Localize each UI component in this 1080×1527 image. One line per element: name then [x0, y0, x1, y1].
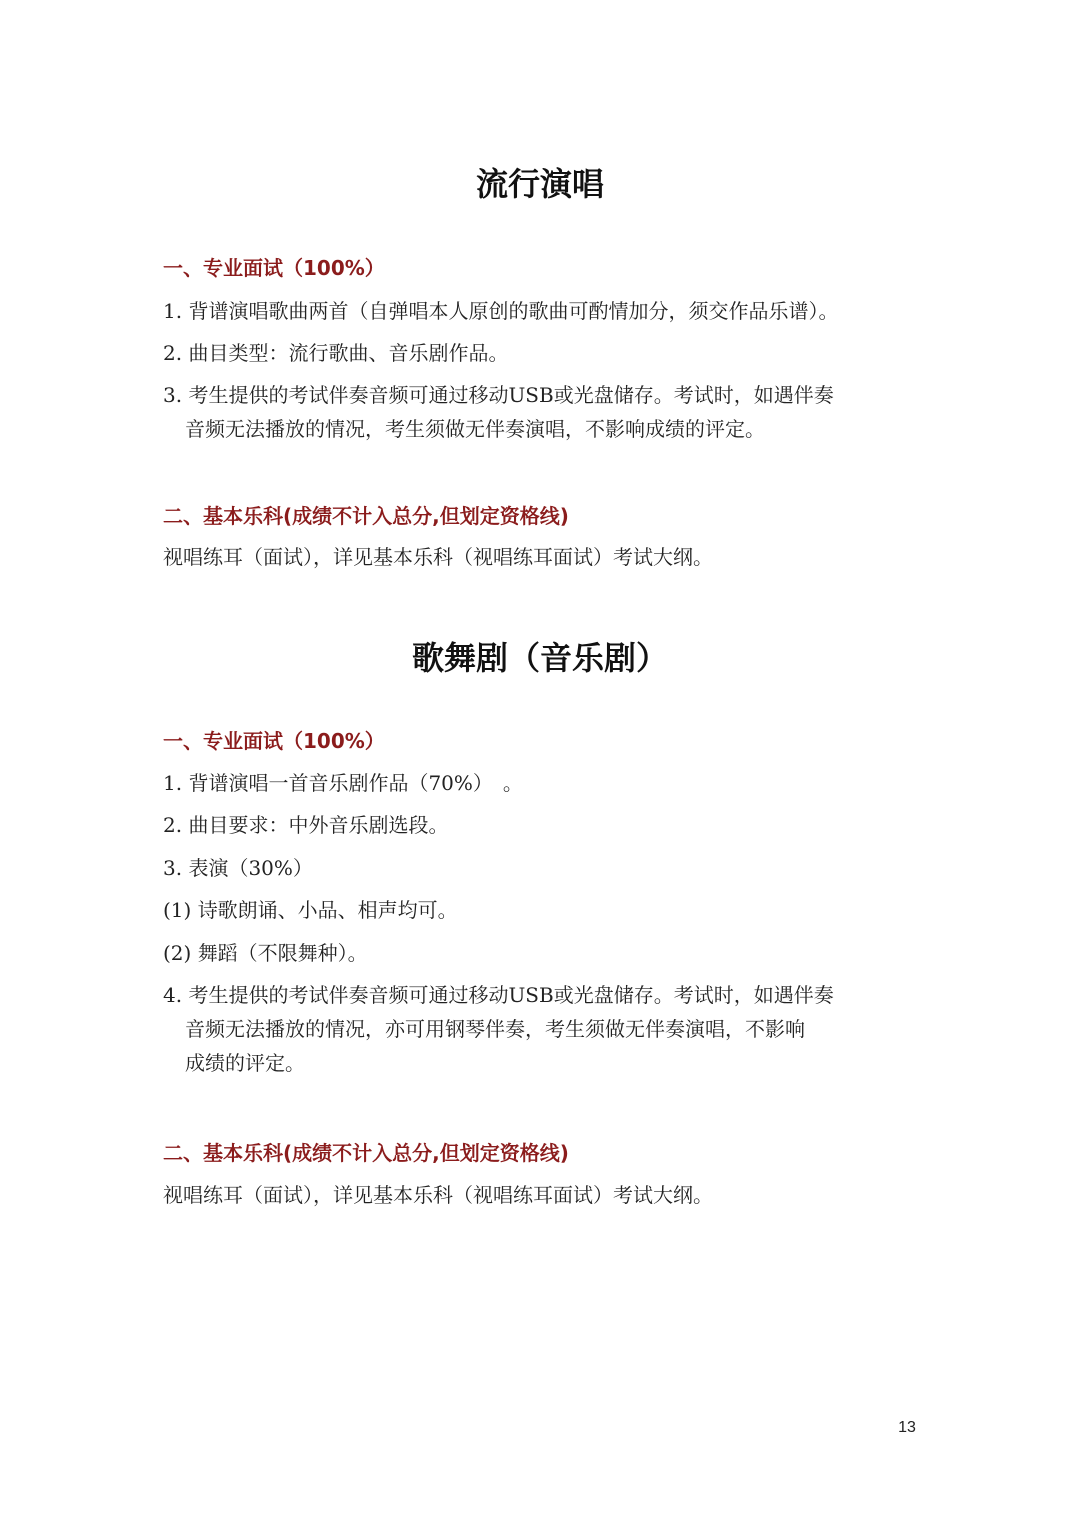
section-title-pop-singing: 流行演唱 — [475, 165, 604, 203]
page-number: 13 — [898, 1419, 916, 1436]
section2-item-4-line3: 成绩的评定。 — [185, 1051, 305, 1075]
section1-heading-basic-music: 二、基本乐科(成绩不计入总分,但划定资格线) — [163, 504, 569, 528]
section1-item-3 — [163, 378, 883, 446]
section2-item-4-line2: 音频无法播放的情况，亦可用钢琴伴奏，考生须做无伴奏演唱，不影响 — [185, 1017, 805, 1041]
section1-heading-professional-interview: 一、专业面试（100%） — [163, 256, 385, 280]
section1-basic-text: 视唱练耳（面试），详见基本乐科（视唱练耳面试）考试大纲。 — [163, 545, 713, 569]
section2-item-3-sub-1: (1) 诗歌朗诵、小品、相声均可。 — [163, 898, 458, 922]
section1-item-3-line2: 音频无法播放的情况，考生须做无伴奏演唱，不影响成绩的评定。 — [185, 417, 765, 441]
section1-item-2: 2. 曲目类型：流行歌曲、音乐剧作品。 — [163, 341, 509, 365]
section2-heading-professional-interview: 一、专业面试（100%） — [163, 729, 385, 753]
section1-item-1: 1. 背谱演唱歌曲两首（自弹唱本人原创的歌曲可酌情加分，须交作品乐谱）。 — [163, 299, 839, 323]
section-title-musical: 歌舞剧（音乐剧） — [411, 639, 668, 677]
section2-item-2: 2. 曲目要求：中外音乐剧选段。 — [163, 813, 449, 837]
section2-item-3-sub-2: (2) 舞蹈（不限舞种）。 — [163, 941, 368, 965]
section2-item-1: 1. 背谱演唱一首音乐剧作品（70%） 。 — [163, 771, 523, 795]
section2-item-4 — [163, 978, 883, 1080]
section2-item-3: 3. 表演（30%） — [163, 856, 313, 880]
section2-heading-basic-music: 二、基本乐科(成绩不计入总分,但划定资格线) — [163, 1141, 569, 1165]
section2-item-4-line1: 4. 考生提供的考试伴奏音频可通过移动USB或光盘储存。考试时，如遇伴奏 — [163, 983, 834, 1007]
section2-basic-text: 视唱练耳（面试），详见基本乐科（视唱练耳面试）考试大纲。 — [163, 1183, 713, 1207]
section1-item-3-line1: 3. 考生提供的考试伴奏音频可通过移动USB或光盘储存。考试时，如遇伴奏 — [163, 383, 834, 407]
